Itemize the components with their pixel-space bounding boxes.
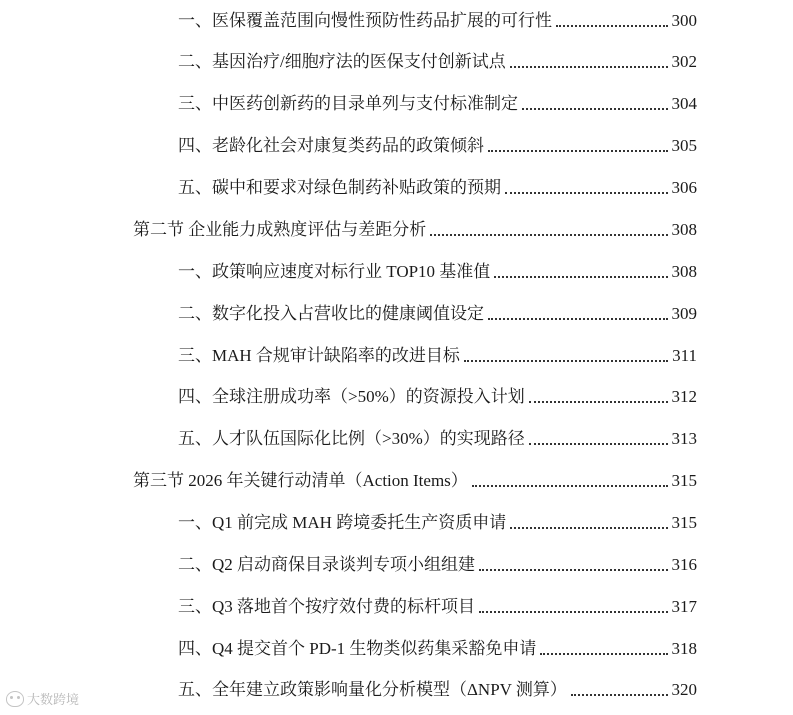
dot-leader [464,360,668,362]
dot-leader [488,150,668,152]
toc-entry-title: 第三节 2026 年关键行动清单（Action Items） [133,471,468,490]
toc-entry[interactable] [178,381,697,407]
toc-entry-title: 四、全球注册成功率（>50%）的资源投入计划 [178,387,525,406]
toc-entry-title: 五、碳中和要求对绿色制药补贴政策的预期 [178,178,501,197]
dot-leader [472,485,668,487]
dot-leader [529,401,668,403]
toc-page-number: 316 [671,555,697,574]
toc-entry[interactable] [178,172,697,198]
toc-page-number: 311 [672,346,697,365]
toc-entry-title: 二、Q2 启动商保目录谈判专项小组组建 [178,555,476,574]
toc-entry[interactable] [178,130,697,156]
dot-leader [556,25,668,27]
toc-entry[interactable] [178,256,697,282]
dot-leader [488,318,668,320]
toc-entry[interactable] [178,423,697,449]
toc-entry-title: 二、基因治疗/细胞疗法的医保支付创新试点 [178,52,506,71]
toc-entry[interactable] [178,340,697,366]
toc-page-number: 318 [671,639,697,658]
dot-leader [522,108,668,110]
toc-entry[interactable] [178,5,697,31]
toc-entry-title: 五、人才队伍国际化比例（>30%）的实现路径 [178,429,525,448]
toc-page-number: 300 [671,11,697,30]
toc-entry-title: 一、Q1 前完成 MAH 跨境委托生产资质申请 [178,513,507,532]
dot-leader [430,234,667,236]
dot-leader [510,66,668,68]
toc-page-number: 312 [671,387,697,406]
toc-entry[interactable] [178,591,697,617]
dot-leader [540,653,667,655]
toc-entry-title: 五、全年建立政策影响量化分析模型（ΔNPV 测算） [178,680,567,699]
watermark [6,689,79,708]
toc-entry[interactable] [178,298,697,324]
toc-entry[interactable] [178,674,697,700]
dot-leader [529,443,668,445]
dot-leader [479,611,667,613]
toc-page-number: 315 [671,471,697,490]
toc-page-number: 317 [671,597,697,616]
toc-section-heading[interactable] [133,214,697,240]
toc-entry-title: 三、MAH 合规审计缺陷率的改进目标 [178,346,460,365]
toc-entry-title: 一、政策响应速度对标行业 TOP10 基准值 [178,262,491,281]
toc-entry-title: 四、老龄化社会对康复类药品的政策倾斜 [178,136,484,155]
toc-entry[interactable] [178,88,697,114]
toc-page-number: 306 [671,178,697,197]
toc-page-number: 304 [671,94,697,113]
dot-leader [494,276,667,278]
toc-page-number: 315 [671,513,697,532]
toc-entry-title: 第二节 企业能力成熟度评估与差距分析 [133,220,427,239]
toc-entry-title: 四、Q4 提交首个 PD-1 生物类似药集采豁免申请 [178,639,537,658]
toc-page-number: 302 [671,52,697,71]
toc-entry[interactable] [178,507,697,533]
toc-entry[interactable] [178,633,697,659]
watermark-text: 大数跨境 [27,693,80,708]
toc-page-number: 320 [671,680,697,699]
toc-page-number: 308 [671,262,697,281]
toc-entry-title: 三、Q3 落地首个按疗效付费的标杆项目 [178,597,476,616]
toc-page-number: 309 [671,304,697,323]
smiley-logo-icon [6,691,24,707]
toc-section-heading[interactable] [133,465,697,491]
toc-entry-title: 三、中医药创新药的目录单列与支付标准制定 [178,94,518,113]
dot-leader [479,569,667,571]
toc-page-number: 313 [671,429,697,448]
toc-page-number: 305 [671,136,697,155]
dot-leader [505,192,668,194]
dot-leader [571,694,668,696]
toc-page-number: 308 [671,220,697,239]
toc-entry[interactable] [178,549,697,575]
dot-leader [510,527,667,529]
toc-entry-title: 二、数字化投入占营收比的健康阈值设定 [178,304,484,323]
toc-entry[interactable] [178,46,697,72]
toc-entry-title: 一、医保覆盖范围向慢性预防性药品扩展的可行性 [178,11,552,30]
